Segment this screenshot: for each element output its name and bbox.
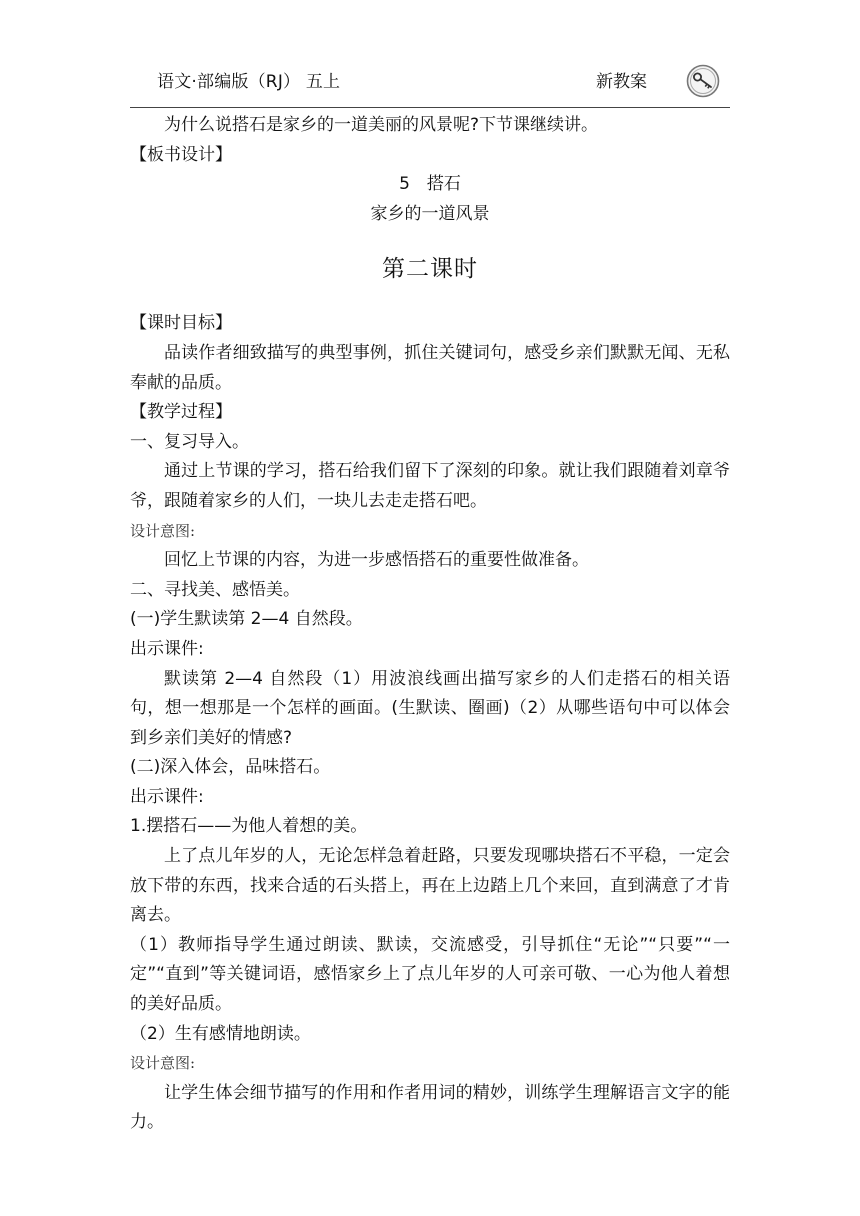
subsection-two-heading: (二)深入体会，品味搭石。 <box>130 757 331 778</box>
board-design-heading: 【板书设计】 <box>130 144 232 165</box>
section-two-heading: 二、寻找美、感悟美。 <box>130 579 300 600</box>
header-doc-type: 新教案 <box>596 72 647 92</box>
process-heading: 【教学过程】 <box>130 402 232 423</box>
item-one-heading: 1.摆搭石——为他人着想的美。 <box>130 816 368 837</box>
courseware-label: 出示课件: <box>130 786 204 807</box>
board-line-title: 5 搭石 <box>399 174 461 195</box>
board-line-subtitle: 家乡的一道风景 <box>370 203 490 224</box>
design-intent-text: 让学生体会细节描写的作用和作者用词的精妙，训练学生理解语言文字的能力。 <box>130 1082 730 1133</box>
step-two-text: （2）生有感情地朗读。 <box>130 1023 311 1044</box>
goal-text: 品读作者细致描写的典型事例，抓住关键词句，感受乡亲们默默无闻、无私奉献的品质。 <box>130 342 730 393</box>
lesson-title: 第二课时 <box>382 256 478 283</box>
intro-paragraph: 为什么说搭石是家乡的一道美丽的风景呢?下节课继续讲。 <box>164 115 599 135</box>
courseware-label: 出示课件: <box>130 638 204 659</box>
header-subject: 语文·部编版（RJ） 五上 <box>157 72 341 92</box>
quoted-passage: 上了点儿年岁的人，无论怎样急着赶路，只要发现哪块搭石不平稳，一定会放下带的东西，找来合适的石头搭上，再在上边踏上几个来回，直到满意了才肯离去。 <box>130 846 730 926</box>
goal-heading: 【课时目标】 <box>130 313 232 334</box>
lesson-content <box>130 111 730 1138</box>
key-logo-icon <box>686 64 720 98</box>
design-intent-text: 回忆上节课的内容，为进一步感悟搭石的重要性做准备。 <box>164 550 589 571</box>
section-one-text: 通过上节课的学习，搭石给我们留下了深刻的印象。就让我们跟随着刘章爷爷，跟随着家乡的人们，一块儿去走走搭石吧。 <box>130 461 730 511</box>
design-intent-label: 设计意图: <box>130 1054 196 1073</box>
section-one-heading: 一、复习导入。 <box>130 431 249 452</box>
page-header <box>0 0 860 110</box>
header-divider <box>130 107 730 108</box>
courseware-text: 默读第 2—4 自然段（1）用波浪线画出描写家乡的人们走搭石的相关语句，想一想那是一个怎样的画面。(生默读、圈画)（2）从哪些语句中可以体会到乡亲们美好的情感? <box>130 668 730 748</box>
design-intent-label: 设计意图: <box>130 521 196 540</box>
step-one-text: （1）教师指导学生通过朗读、默读，交流感受，引导抓住“无论”“只要”“一定”“直到”等关键词语，感悟家乡上了点儿年岁的人可亲可敬、一心为他人着想的美好品质。 <box>130 934 730 1015</box>
subsection-one-heading: (一)学生默读第 2—4 自然段。 <box>130 609 363 630</box>
